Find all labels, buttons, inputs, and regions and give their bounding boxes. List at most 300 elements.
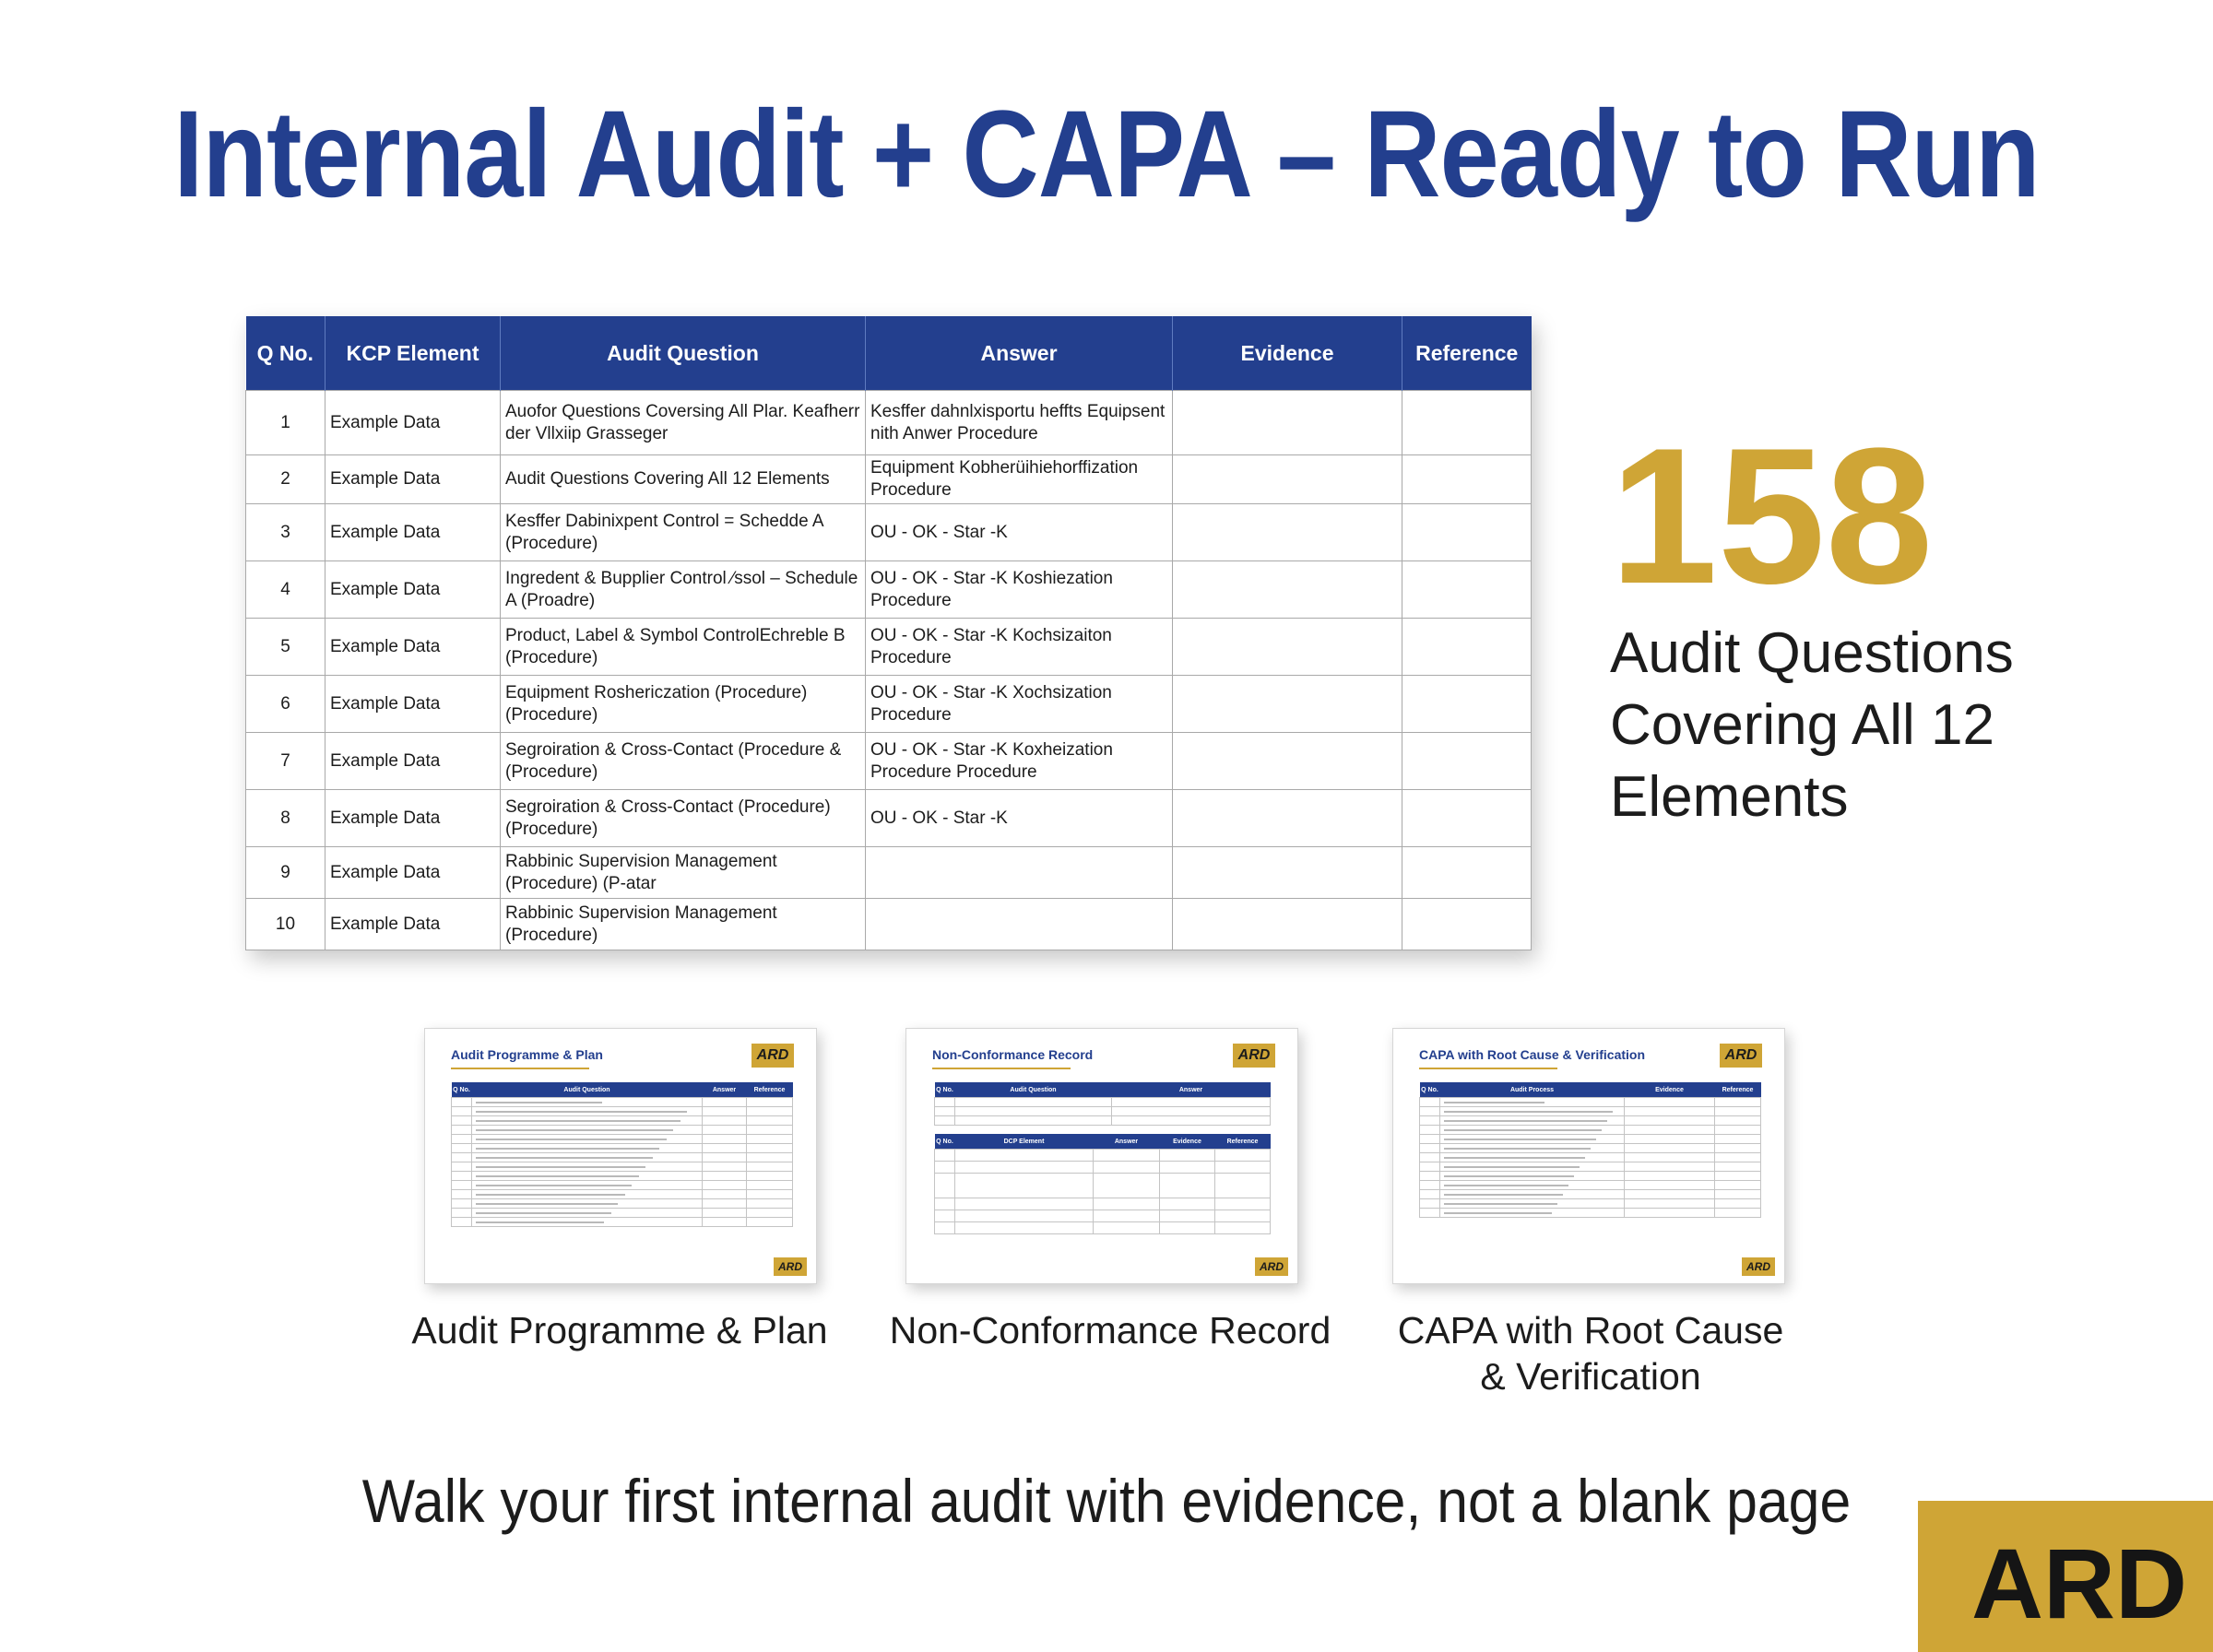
cell-answer: Equipment Kobherüihiehorffization Procedure (866, 455, 1173, 504)
mini-table-row (935, 1162, 1271, 1174)
mini-table-cell (955, 1162, 1094, 1174)
cell-kcp-element: Example Data (325, 391, 501, 455)
cell-reference (1402, 504, 1532, 561)
mini-table-row (935, 1222, 1271, 1234)
mini-table-row (452, 1135, 793, 1144)
mini-table-cell (703, 1126, 747, 1135)
thumbnail-non-conformance (905, 1028, 1298, 1284)
table-row (246, 455, 1532, 504)
col-header-evidence: Evidence (1173, 316, 1402, 391)
cell-qno: 6 (246, 676, 325, 733)
mini-table-cell (703, 1107, 747, 1116)
table-header-row (246, 316, 1532, 391)
placeholder-text-line (1444, 1175, 1574, 1177)
mini-table-row (452, 1209, 793, 1218)
mini-table (934, 1134, 1271, 1234)
cell-evidence (1173, 847, 1402, 899)
mini-table-cell (1160, 1210, 1215, 1222)
cell-answer: OU - OK - Star -K (866, 790, 1173, 847)
cell-evidence (1173, 504, 1402, 561)
cell-answer: OU - OK - Star -K Xochsization Procedure (866, 676, 1173, 733)
mini-table-cell (703, 1098, 747, 1107)
cell-answer: OU - OK - Star -K Koxheization Procedure Procedure (866, 733, 1173, 790)
mini-table-cell (1715, 1172, 1761, 1181)
cell-evidence (1173, 561, 1402, 619)
mini-table-cell (1160, 1150, 1215, 1162)
mini-table-cell (1094, 1174, 1160, 1198)
mini-table-cell (452, 1153, 472, 1162)
cell-audit-question: Segroiration & Cross-Contact (Procedure & (Procedure) (501, 733, 866, 790)
mini-table-cell (1420, 1162, 1440, 1172)
mini-col-header: Q No. (935, 1134, 955, 1150)
thumbnail-audit-programme (424, 1028, 817, 1284)
mini-table-cell (1440, 1162, 1625, 1172)
mini-table-cell (452, 1107, 472, 1116)
cell-reference (1402, 561, 1532, 619)
mini-table-cell (452, 1209, 472, 1218)
mini-table-cell (472, 1107, 703, 1116)
cell-evidence (1173, 391, 1402, 455)
mini-table (1419, 1082, 1761, 1218)
mini-col-header: Reference (1715, 1082, 1761, 1098)
mini-table-cell (935, 1162, 955, 1174)
mini-table-cell (747, 1126, 793, 1135)
mini-table-cell (747, 1153, 793, 1162)
placeholder-text-line (1444, 1139, 1596, 1140)
mini-table-cell (1440, 1153, 1625, 1162)
mini-table-row (452, 1126, 793, 1135)
mini-table-row (935, 1174, 1271, 1198)
cell-kcp-element: Example Data (325, 790, 501, 847)
mini-table-row (1420, 1135, 1761, 1144)
mini-table-cell (1440, 1098, 1625, 1107)
mini-table-cell (472, 1126, 703, 1135)
mini-table-cell (1420, 1144, 1440, 1153)
cell-answer: Kesffer dahnlxisportu heffts Equipsent nith Anwer Procedure (866, 391, 1173, 455)
mini-table-cell (1625, 1162, 1715, 1172)
mini-table-cell (1420, 1107, 1440, 1116)
mini-table-row (452, 1162, 793, 1172)
mini-table-cell (955, 1098, 1112, 1107)
ard-brand-text: ARD (1971, 1528, 2187, 1639)
placeholder-text-line (476, 1194, 625, 1196)
mini-table-cell (1715, 1126, 1761, 1135)
mini-table-cell (452, 1190, 472, 1199)
mini-table-cell (1420, 1181, 1440, 1190)
mini-table-cell (1625, 1135, 1715, 1144)
table-row (246, 561, 1532, 619)
mini-table-cell (1625, 1209, 1715, 1218)
mini-table-cell (1094, 1150, 1160, 1162)
mini-table-cell (472, 1181, 703, 1190)
cell-evidence (1173, 899, 1402, 950)
placeholder-text-line (1444, 1212, 1552, 1214)
mini-table-cell (452, 1199, 472, 1209)
mini-table-cell (935, 1116, 955, 1126)
mini-table-cell (472, 1098, 703, 1107)
ard-badge-small: ARD (1255, 1257, 1288, 1276)
mini-table-cell (935, 1107, 955, 1116)
cell-kcp-element: Example Data (325, 899, 501, 950)
mini-table-cell (1440, 1107, 1625, 1116)
mini-col-header: Reference (1215, 1134, 1271, 1150)
mini-table-cell (1715, 1153, 1761, 1162)
mini-table-cell (1094, 1222, 1160, 1234)
title-underline (932, 1068, 1071, 1069)
cell-kcp-element: Example Data (325, 455, 501, 504)
placeholder-text-line (476, 1148, 659, 1150)
col-header-qno: Q No. (246, 316, 325, 391)
mini-table-cell (747, 1209, 793, 1218)
mini-col-header: Answer (703, 1082, 747, 1098)
mini-table-cell (1715, 1181, 1761, 1190)
mini-table-row (1420, 1190, 1761, 1199)
mini-table-cell (1625, 1107, 1715, 1116)
placeholder-text-line (1444, 1129, 1602, 1131)
cell-audit-question: Equipment Roshericzation (Procedure) (Procedure) (501, 676, 866, 733)
mini-table-cell (472, 1218, 703, 1227)
cell-reference (1402, 847, 1532, 899)
mini-table-cell (1160, 1222, 1215, 1234)
mini-table-row (452, 1116, 793, 1126)
cell-reference (1402, 455, 1532, 504)
mini-table-cell (1440, 1172, 1625, 1181)
mini-table-cell (1215, 1198, 1271, 1210)
table-row (246, 391, 1532, 455)
mini-table-cell (472, 1209, 703, 1218)
mini-table-cell (1094, 1210, 1160, 1222)
mini-table-cell (1440, 1209, 1625, 1218)
cell-qno: 8 (246, 790, 325, 847)
cell-audit-question: Audit Questions Covering All 12 Elements (501, 455, 866, 504)
ard-badge: ARD (1233, 1044, 1275, 1068)
mini-table-row (935, 1198, 1271, 1210)
mini-table-cell (1440, 1199, 1625, 1209)
ard-badge-small: ARD (1742, 1257, 1775, 1276)
cell-answer: OU - OK - Star -K Kochsizaiton Procedure (866, 619, 1173, 676)
placeholder-text-line (1444, 1185, 1568, 1186)
cell-qno: 10 (246, 899, 325, 950)
mini-table-cell (747, 1181, 793, 1190)
mini-table-cell (472, 1153, 703, 1162)
mini-table-cell (1715, 1144, 1761, 1153)
cell-answer: OU - OK - Star -K (866, 504, 1173, 561)
cell-audit-question: Kesffer Dabinixpent Control = Schedde A (Procedure) (501, 504, 866, 561)
col-header-audit-question: Audit Question (501, 316, 866, 391)
mini-table-cell (1215, 1174, 1271, 1198)
mini-table-row (935, 1150, 1271, 1162)
ard-badge: ARD (751, 1044, 794, 1068)
thumbnail-title: Audit Programme & Plan (451, 1047, 603, 1062)
page-headline: Internal Audit + CAPA – Ready to Run (173, 86, 2040, 223)
mini-table (451, 1082, 793, 1227)
table-row (246, 847, 1532, 899)
cell-evidence (1173, 790, 1402, 847)
table-row (246, 676, 1532, 733)
col-header-kcp-element: KCP Element (325, 316, 501, 391)
cell-audit-question: Rabbinic Supervision Management (Procedure) (501, 899, 866, 950)
placeholder-text-line (476, 1102, 602, 1103)
ard-brand-logo (1918, 1501, 2213, 1652)
caption-audit-programme: Audit Programme & Plan (411, 1309, 828, 1351)
thumbnail-capa (1392, 1028, 1785, 1284)
cell-reference (1402, 391, 1532, 455)
mini-table-row (1420, 1144, 1761, 1153)
mini-table-cell (703, 1199, 747, 1209)
mini-col-header: Evidence (1625, 1082, 1715, 1098)
mini-table-row (1420, 1126, 1761, 1135)
table-row (246, 790, 1532, 847)
mini-table-cell (935, 1150, 955, 1162)
mini-table-cell (472, 1144, 703, 1153)
mini-col-header: Q No. (1420, 1082, 1440, 1098)
mini-table-cell (955, 1222, 1094, 1234)
mini-table-cell (935, 1174, 955, 1198)
mini-col-header: Reference (747, 1082, 793, 1098)
placeholder-text-line (1444, 1120, 1607, 1122)
mini-table-cell (1094, 1162, 1160, 1174)
mini-table-cell (1625, 1181, 1715, 1190)
mini-table-cell (703, 1116, 747, 1126)
cell-reference (1402, 790, 1532, 847)
cell-evidence (1173, 455, 1402, 504)
mini-table-cell (1112, 1107, 1271, 1116)
mini-table-cell (1420, 1153, 1440, 1162)
mini-table-row (1420, 1116, 1761, 1126)
mini-table-cell (1715, 1162, 1761, 1172)
placeholder-text-line (1444, 1102, 1544, 1103)
mini-col-header: DCP Element (955, 1134, 1094, 1150)
mini-table-cell (955, 1198, 1094, 1210)
cell-kcp-element: Example Data (325, 619, 501, 676)
mini-table-cell (703, 1162, 747, 1172)
caption-capa: CAPA with Root Cause & Verification (1397, 1309, 1784, 1398)
placeholder-text-line (1444, 1203, 1557, 1205)
mini-table-cell (1715, 1199, 1761, 1209)
cell-qno: 3 (246, 504, 325, 561)
mini-table-row (1420, 1172, 1761, 1181)
mini-table-cell (1625, 1199, 1715, 1209)
mini-table-cell (1625, 1153, 1715, 1162)
cell-reference (1402, 733, 1532, 790)
mini-table-row (1420, 1181, 1761, 1190)
cell-kcp-element: Example Data (325, 561, 501, 619)
cell-kcp-element: Example Data (325, 733, 501, 790)
mini-table-cell (1420, 1190, 1440, 1199)
cell-audit-question: Segroiration & Cross-Contact (Procedure) (Procedure) (501, 790, 866, 847)
mini-table-cell (1625, 1190, 1715, 1199)
question-count-stat: 158 (1610, 407, 1934, 624)
mini-table-cell (703, 1144, 747, 1153)
mini-table-cell (1420, 1199, 1440, 1209)
placeholder-text-line (476, 1166, 645, 1168)
cell-qno: 7 (246, 733, 325, 790)
cell-audit-question: Rabbinic Supervision Management (Procedure) (P-atar (501, 847, 866, 899)
mini-table-cell (1440, 1135, 1625, 1144)
caption-non-conformance: Non-Conformance Record (889, 1309, 1331, 1351)
mini-table-cell (955, 1210, 1094, 1222)
mini-table-cell (1112, 1098, 1271, 1107)
mini-table-cell (955, 1116, 1112, 1126)
cell-kcp-element: Example Data (325, 504, 501, 561)
mini-table-cell (452, 1116, 472, 1126)
mini-table-cell (1215, 1162, 1271, 1174)
placeholder-text-line (1444, 1194, 1563, 1196)
placeholder-text-line (476, 1185, 632, 1186)
mini-col-header: Answer (1094, 1134, 1160, 1150)
mini-table-row (935, 1116, 1271, 1126)
mini-table-row (452, 1098, 793, 1107)
mini-table-row (452, 1107, 793, 1116)
mini-table-cell (1094, 1198, 1160, 1210)
mini-table-cell (452, 1181, 472, 1190)
mini-table-cell (747, 1098, 793, 1107)
mini-table-cell (1625, 1126, 1715, 1135)
mini-table-cell (1420, 1172, 1440, 1181)
placeholder-text-line (476, 1203, 618, 1205)
mini-table-cell (1215, 1210, 1271, 1222)
tagline: Walk your first internal audit with evidence, not a blank page (361, 1467, 1852, 1535)
mini-table-row (1420, 1209, 1761, 1218)
mini-table-cell (747, 1135, 793, 1144)
mini-table-cell (1420, 1209, 1440, 1218)
mini-table-cell (935, 1098, 955, 1107)
mini-table-cell (747, 1218, 793, 1227)
mini-table-cell (703, 1218, 747, 1227)
mini-table-row (452, 1153, 793, 1162)
mini-table-cell (452, 1218, 472, 1227)
mini-table-cell (703, 1209, 747, 1218)
placeholder-text-line (476, 1139, 667, 1140)
mini-table-cell (452, 1144, 472, 1153)
thumbnail-title: CAPA with Root Cause & Verification (1419, 1047, 1646, 1062)
mini-table-cell (1625, 1116, 1715, 1126)
mini-table-cell (955, 1174, 1094, 1198)
mini-table-cell (1440, 1116, 1625, 1126)
placeholder-text-line (476, 1175, 639, 1177)
mini-table-cell (452, 1162, 472, 1172)
mini-table-row (452, 1190, 793, 1199)
cell-answer (866, 847, 1173, 899)
table-row (246, 733, 1532, 790)
mini-table-cell (1625, 1144, 1715, 1153)
mini-table-cell (703, 1190, 747, 1199)
cell-kcp-element: Example Data (325, 676, 501, 733)
thumbnail-title: Non-Conformance Record (932, 1047, 1094, 1062)
question-count-label: Audit Questions Covering All 12 Elements (1610, 621, 2014, 829)
mini-table-cell (747, 1162, 793, 1172)
mini-table-row (1420, 1162, 1761, 1172)
cell-answer (866, 899, 1173, 950)
mini-col-header: Answer (1112, 1082, 1271, 1098)
cell-evidence (1173, 619, 1402, 676)
col-header-answer: Answer (866, 316, 1173, 391)
cell-qno: 5 (246, 619, 325, 676)
mini-table (934, 1082, 1271, 1126)
mini-table-cell (1420, 1098, 1440, 1107)
placeholder-text-line (1444, 1148, 1591, 1150)
mini-table-row (452, 1172, 793, 1181)
mini-table-cell (1715, 1190, 1761, 1199)
mini-table-row (1420, 1153, 1761, 1162)
mini-table-cell (1715, 1209, 1761, 1218)
mini-col-header: Evidence (1160, 1134, 1215, 1150)
mini-table-cell (452, 1172, 472, 1181)
mini-table-cell (1160, 1162, 1215, 1174)
mini-table-cell (703, 1181, 747, 1190)
mini-table-cell (955, 1107, 1112, 1116)
mini-table-cell (1625, 1172, 1715, 1181)
mini-table-cell (1440, 1181, 1625, 1190)
mini-table-cell (1420, 1126, 1440, 1135)
table-row (246, 619, 1532, 676)
table-row (246, 504, 1532, 561)
mini-table-row (1420, 1107, 1761, 1116)
ard-badge-small: ARD (774, 1257, 807, 1276)
mini-col-header: Q No. (935, 1082, 955, 1098)
audit-question-table-preview (245, 316, 1531, 950)
mini-table-cell (1715, 1107, 1761, 1116)
cell-evidence (1173, 676, 1402, 733)
placeholder-text-line (1444, 1166, 1580, 1168)
placeholder-text-line (476, 1129, 673, 1131)
title-underline (451, 1068, 589, 1069)
mini-table-row (935, 1098, 1271, 1107)
audit-question-table (245, 316, 1532, 950)
placeholder-text-line (1444, 1157, 1585, 1159)
mini-table-cell (1440, 1144, 1625, 1153)
mini-table-cell (472, 1199, 703, 1209)
mini-table-row (935, 1210, 1271, 1222)
mini-table-cell (955, 1150, 1094, 1162)
placeholder-text-line (476, 1212, 611, 1214)
mini-table-row (935, 1107, 1271, 1116)
table-row (246, 899, 1532, 950)
mini-table-cell (703, 1135, 747, 1144)
mini-table-row (1420, 1199, 1761, 1209)
title-underline (1419, 1068, 1557, 1069)
mini-table-row (452, 1144, 793, 1153)
cell-answer: OU - OK - Star -K Koshiezation Procedure (866, 561, 1173, 619)
cell-evidence (1173, 733, 1402, 790)
mini-col-header: Audit Question (472, 1082, 703, 1098)
mini-table-cell (1160, 1198, 1215, 1210)
col-header-reference: Reference (1402, 316, 1532, 391)
mini-table-row (452, 1199, 793, 1209)
cell-qno: 9 (246, 847, 325, 899)
cell-qno: 2 (246, 455, 325, 504)
mini-table-cell (472, 1135, 703, 1144)
mini-table-cell (452, 1135, 472, 1144)
mini-table-cell (452, 1098, 472, 1107)
cell-qno: 4 (246, 561, 325, 619)
placeholder-text-line (476, 1111, 687, 1113)
mini-table-row (452, 1181, 793, 1190)
mini-table-cell (1440, 1126, 1625, 1135)
mini-table-cell (452, 1126, 472, 1135)
cell-kcp-element: Example Data (325, 847, 501, 899)
mini-table-cell (472, 1162, 703, 1172)
mini-table-row (452, 1218, 793, 1227)
mini-table-cell (472, 1190, 703, 1199)
mini-table-cell (747, 1199, 793, 1209)
mini-table-cell (472, 1116, 703, 1126)
mini-table-cell (1440, 1190, 1625, 1199)
cell-audit-question: Product, Label & Symbol ControlEchreble B (Procedure) (501, 619, 866, 676)
mini-table-cell (703, 1172, 747, 1181)
mini-table-cell (747, 1190, 793, 1199)
placeholder-text-line (476, 1157, 653, 1159)
